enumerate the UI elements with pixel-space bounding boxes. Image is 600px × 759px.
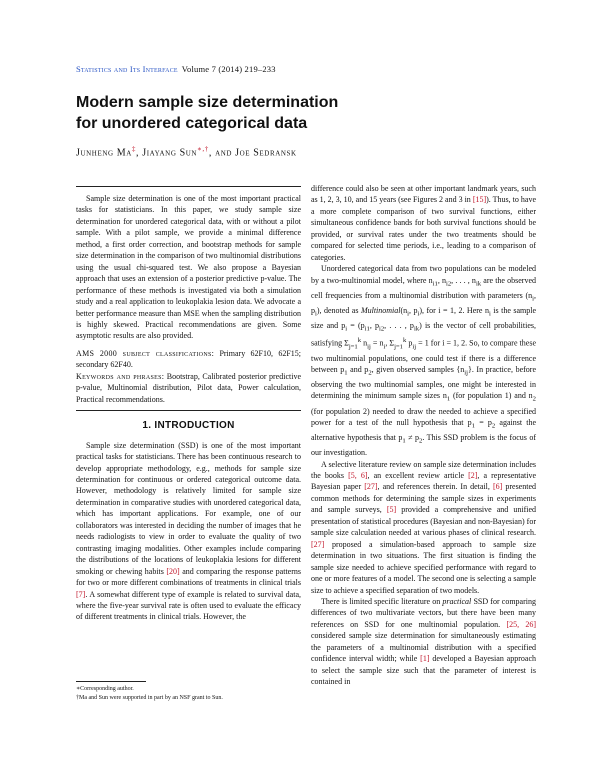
right-paragraph-3	[311, 459, 536, 596]
subscript: 1	[402, 437, 406, 445]
citation-link[interactable]: [5, 6]	[348, 470, 368, 480]
ams-label: AMS 2000 subject classifications:	[76, 348, 215, 358]
text-run: , p	[369, 320, 379, 330]
text-run: . A somewhat different type of example is related to survival data, where the five-year survival rate is often used to evaluate the efficacy of different treatments in clinical trials. However, the	[76, 589, 301, 622]
text-run: (for population 2) needed to draw the needed to achieve a specified power for a test of the null hypothesis that p	[311, 406, 536, 427]
ams-classification	[76, 348, 301, 371]
author-separator: ,	[136, 147, 143, 159]
subscript: 1	[344, 369, 348, 377]
text-run: . This SSD problem is the focus of our investigation.	[311, 433, 537, 458]
text-run: , and references therein. In detail,	[377, 482, 493, 492]
subscript: ik	[413, 325, 420, 333]
abstract-top-rule	[76, 186, 301, 187]
text-run: provided a comprehensive and unified presentation of statistical procedures (Bayesian and non-Bayesian) for sample size calculation needed at various phases of clinical research.	[311, 505, 537, 538]
text-run: , p	[409, 305, 418, 315]
italic-text: practical	[442, 596, 472, 606]
subscript: 1	[446, 396, 451, 404]
section-heading-introduction: 1. INTRODUCTION	[142, 420, 235, 432]
text-run: p	[406, 338, 413, 348]
subscript: i	[407, 310, 410, 318]
text-run: , Σ	[385, 338, 395, 348]
ams-value: Primary 62F10, 62F15; secondary 62F40.	[76, 348, 301, 370]
subscript: 2	[418, 437, 423, 445]
text-run: = n	[370, 338, 384, 348]
text-run: Unordered categorical data from two populations can be modeled by a two-multinomial model, where n	[311, 264, 536, 285]
paper-title	[76, 92, 526, 134]
subscript: i	[488, 310, 491, 318]
abstract-bottom-rule	[76, 410, 301, 411]
subscript: i	[315, 310, 317, 318]
superscript: k	[403, 336, 407, 344]
author-3: Joe Sedransk	[235, 147, 297, 159]
text-run: , n	[437, 275, 446, 285]
text-run: and p	[347, 364, 369, 374]
author-1: Junheng Ma	[76, 147, 132, 159]
subscript: i2	[445, 280, 452, 288]
keywords-label: Keywords and phrases:	[76, 371, 165, 381]
journal-volume: Volume 7 (2014) 219–233	[181, 64, 276, 74]
subscript: i2	[378, 325, 385, 333]
text-run: ), denoted as	[316, 305, 361, 315]
subscript: i	[417, 310, 420, 318]
text-run: (n	[400, 305, 408, 315]
text-run: , a representative Bayesian paper	[311, 470, 537, 492]
author-1-footnote-mark[interactable]: ‡	[131, 145, 136, 153]
subscript: i	[345, 325, 348, 333]
text-run: , given observed samples {n	[371, 364, 465, 374]
text-run: ) is the vector of cell probabilities, satisfying Σ	[311, 320, 536, 348]
text-run: = 1 for i = 1, 2. So, to compare these two multinomial populations, one could test if there is a difference between p	[311, 338, 536, 374]
subscript: i	[532, 295, 534, 303]
right-paragraph-2	[311, 263, 536, 458]
right-paragraph-1	[311, 183, 536, 263]
text-run: , . . . , n	[451, 275, 476, 285]
text-run: SSD for comparing differences of two multivariate vectors, but there have been many references on SSD for one multinomial population.	[311, 596, 536, 629]
text-run: and comparing the response patterns for two or more different combinations of treatments in clinical trials	[76, 566, 302, 588]
citation-link[interactable]: [15]	[472, 195, 487, 205]
title-line-1: Modern sample size determination	[76, 94, 339, 111]
text-run: Sample size determination (SSD) is one of the most important practical tasks for statisticians. There has been continuous research to develop appropriate methodology, e.g., methods for sample size determination for continuous or ordered categorical outcome data. However, methodology is relatively limited for sample size determination in comparative studies with unordered categorical data, which has important applications. For example, one of our collaborators was interested in deciding the number of images that he needs radiologists to view in order to evaluate the quality of two contrasting imaging modalities. Other examples include comparing the distributions of the locations of leukoplakia lesions for different smoking or chewing habits	[76, 440, 301, 576]
author-2-footnote-mark[interactable]: ∗,†	[197, 145, 209, 153]
subscript: j=1	[394, 343, 404, 351]
text-run: proposed a simulation-based approach to sample size determination in two situations. The first situation is finding the sample size needed to achieve specified performance with regard to one or more features of a model. The second one is selecting a sample size to achieve a specified separation of two models.	[311, 539, 536, 595]
author-2: Jiayang Sun	[142, 147, 198, 159]
classification-block	[76, 348, 301, 405]
right-column	[311, 183, 536, 688]
subscript: 2	[532, 396, 536, 404]
text-run: developed a Bayesian approach to select the sample size such that the parameter of interest is contained in	[311, 654, 536, 687]
text-run: ≠ p	[405, 433, 419, 443]
author-separator: , and	[208, 147, 236, 159]
footnote-corresponding: ∗Corresponding author.	[76, 686, 134, 692]
footnote-funding: †Ma and Sun were supported in part by an NSF grant to Sun.	[76, 694, 223, 701]
abstract	[76, 193, 301, 342]
text-run: }. In practice, before observing the two multinomial samples, one might be interested in determining the minimum sample sizes n	[311, 364, 537, 401]
footnote-rule	[76, 681, 146, 682]
text-run: difference could also be seen at other important landmark years, such as 1, 2, 3, 10, and 15 years (see Figures 2 and 3 in	[311, 184, 536, 205]
subscript: i1	[432, 280, 438, 288]
subscript: j=1	[348, 343, 358, 351]
text-run: n	[361, 338, 368, 348]
keywords-value: Bootstrap, Calibrated posterior predictive p-value, Multinomial distribution, Pilot data, Power calculation, Practical recommendations.	[76, 371, 302, 404]
text-run: , p	[311, 290, 536, 315]
text-run: = (p	[347, 320, 365, 330]
text-run: presented common methods for determining the sample sizes in experiments and sample surveys,	[311, 482, 537, 515]
title-line-2: for unordered categorical data	[76, 115, 308, 132]
abstract-text: Sample size determination is one of the most important practical tasks for statisticians. In this paper, we study sample size determination for unordered categorical data, with or without a pilot sample. With a pilot sample, we provide a minimal difference method, a first order correction, and bootstrap methods for sample size determination in the comparison of two multinomial distributions using the usual chi-squared test. We also propose a Bayesian approach that uses an extension of a posterior predictive p-value. The performance of these methods is investigated via both a simulation study and a real application to leukoplakia lesion data. We advocate a better performance measure than MSE when the sampling distribution is highly skewed. Practical recommendations are given. Some asymptotic results are also provided.	[76, 194, 301, 341]
subscript: ik	[475, 280, 482, 288]
subscript: ij	[464, 369, 468, 377]
citation-link[interactable]: [5]	[386, 505, 397, 515]
text-run: A selective literature review on sample size determination includes the books	[311, 459, 536, 480]
text-run: = p	[475, 417, 492, 427]
subscript: ij	[412, 343, 417, 351]
citation-link[interactable]: [27]	[311, 539, 325, 549]
footnotes	[76, 681, 301, 702]
subscript: ij	[367, 343, 371, 351]
journal-name[interactable]: Statistics and Its Interface	[76, 64, 178, 74]
text-run: considered sample size determination for simultaneously estimating the parameters of a multinomial distribution with a specified confidence interval width; while	[311, 631, 536, 664]
author-list	[76, 145, 297, 158]
citation-link[interactable]: [2]	[468, 470, 478, 480]
citation-link[interactable]: [7]	[76, 589, 86, 599]
text-run: There is limited specific literature on	[321, 596, 443, 606]
superscript: k	[357, 336, 362, 344]
citation-link[interactable]: [20]	[166, 566, 180, 576]
text-run: , . . . , p	[384, 320, 414, 330]
subscript: 2	[491, 422, 496, 430]
subscript: 2	[368, 369, 372, 377]
text-run: are the observed cell frequencies from a multinomial distribution with parameters (n	[311, 275, 537, 300]
intro-paragraph-1	[76, 440, 301, 623]
left-column	[76, 183, 301, 623]
keywords	[76, 371, 301, 405]
citation-link[interactable]: [25, 26]	[506, 619, 537, 629]
text-run: against the alternative hypothesis that p	[311, 417, 537, 443]
text-run: is the sample size and p	[311, 305, 536, 330]
text-run: ). Thus, to have a more complete comparison of two survival functions, either simultaneous confidence bands for both survival functions should be provided, or survival rates under the two treatments should be compared for selected time periods, i.e., leading to a comparison of categories.	[311, 195, 536, 262]
subscript: i1	[364, 325, 370, 333]
citation-link[interactable]: [1]	[420, 654, 430, 664]
text-run: , an excellent review article	[367, 470, 469, 480]
text-run: (for population 1) and n	[450, 391, 533, 401]
text-run: ), for i = 1, 2. Here n	[419, 305, 489, 315]
subscript: i	[383, 343, 386, 351]
citation-link[interactable]: [27]	[364, 482, 378, 492]
right-paragraph-4	[311, 596, 536, 688]
italic-text: Multinomial	[360, 305, 401, 315]
citation-link[interactable]: [6]	[492, 482, 503, 492]
subscript: 1	[471, 422, 476, 430]
journal-header	[76, 64, 276, 74]
